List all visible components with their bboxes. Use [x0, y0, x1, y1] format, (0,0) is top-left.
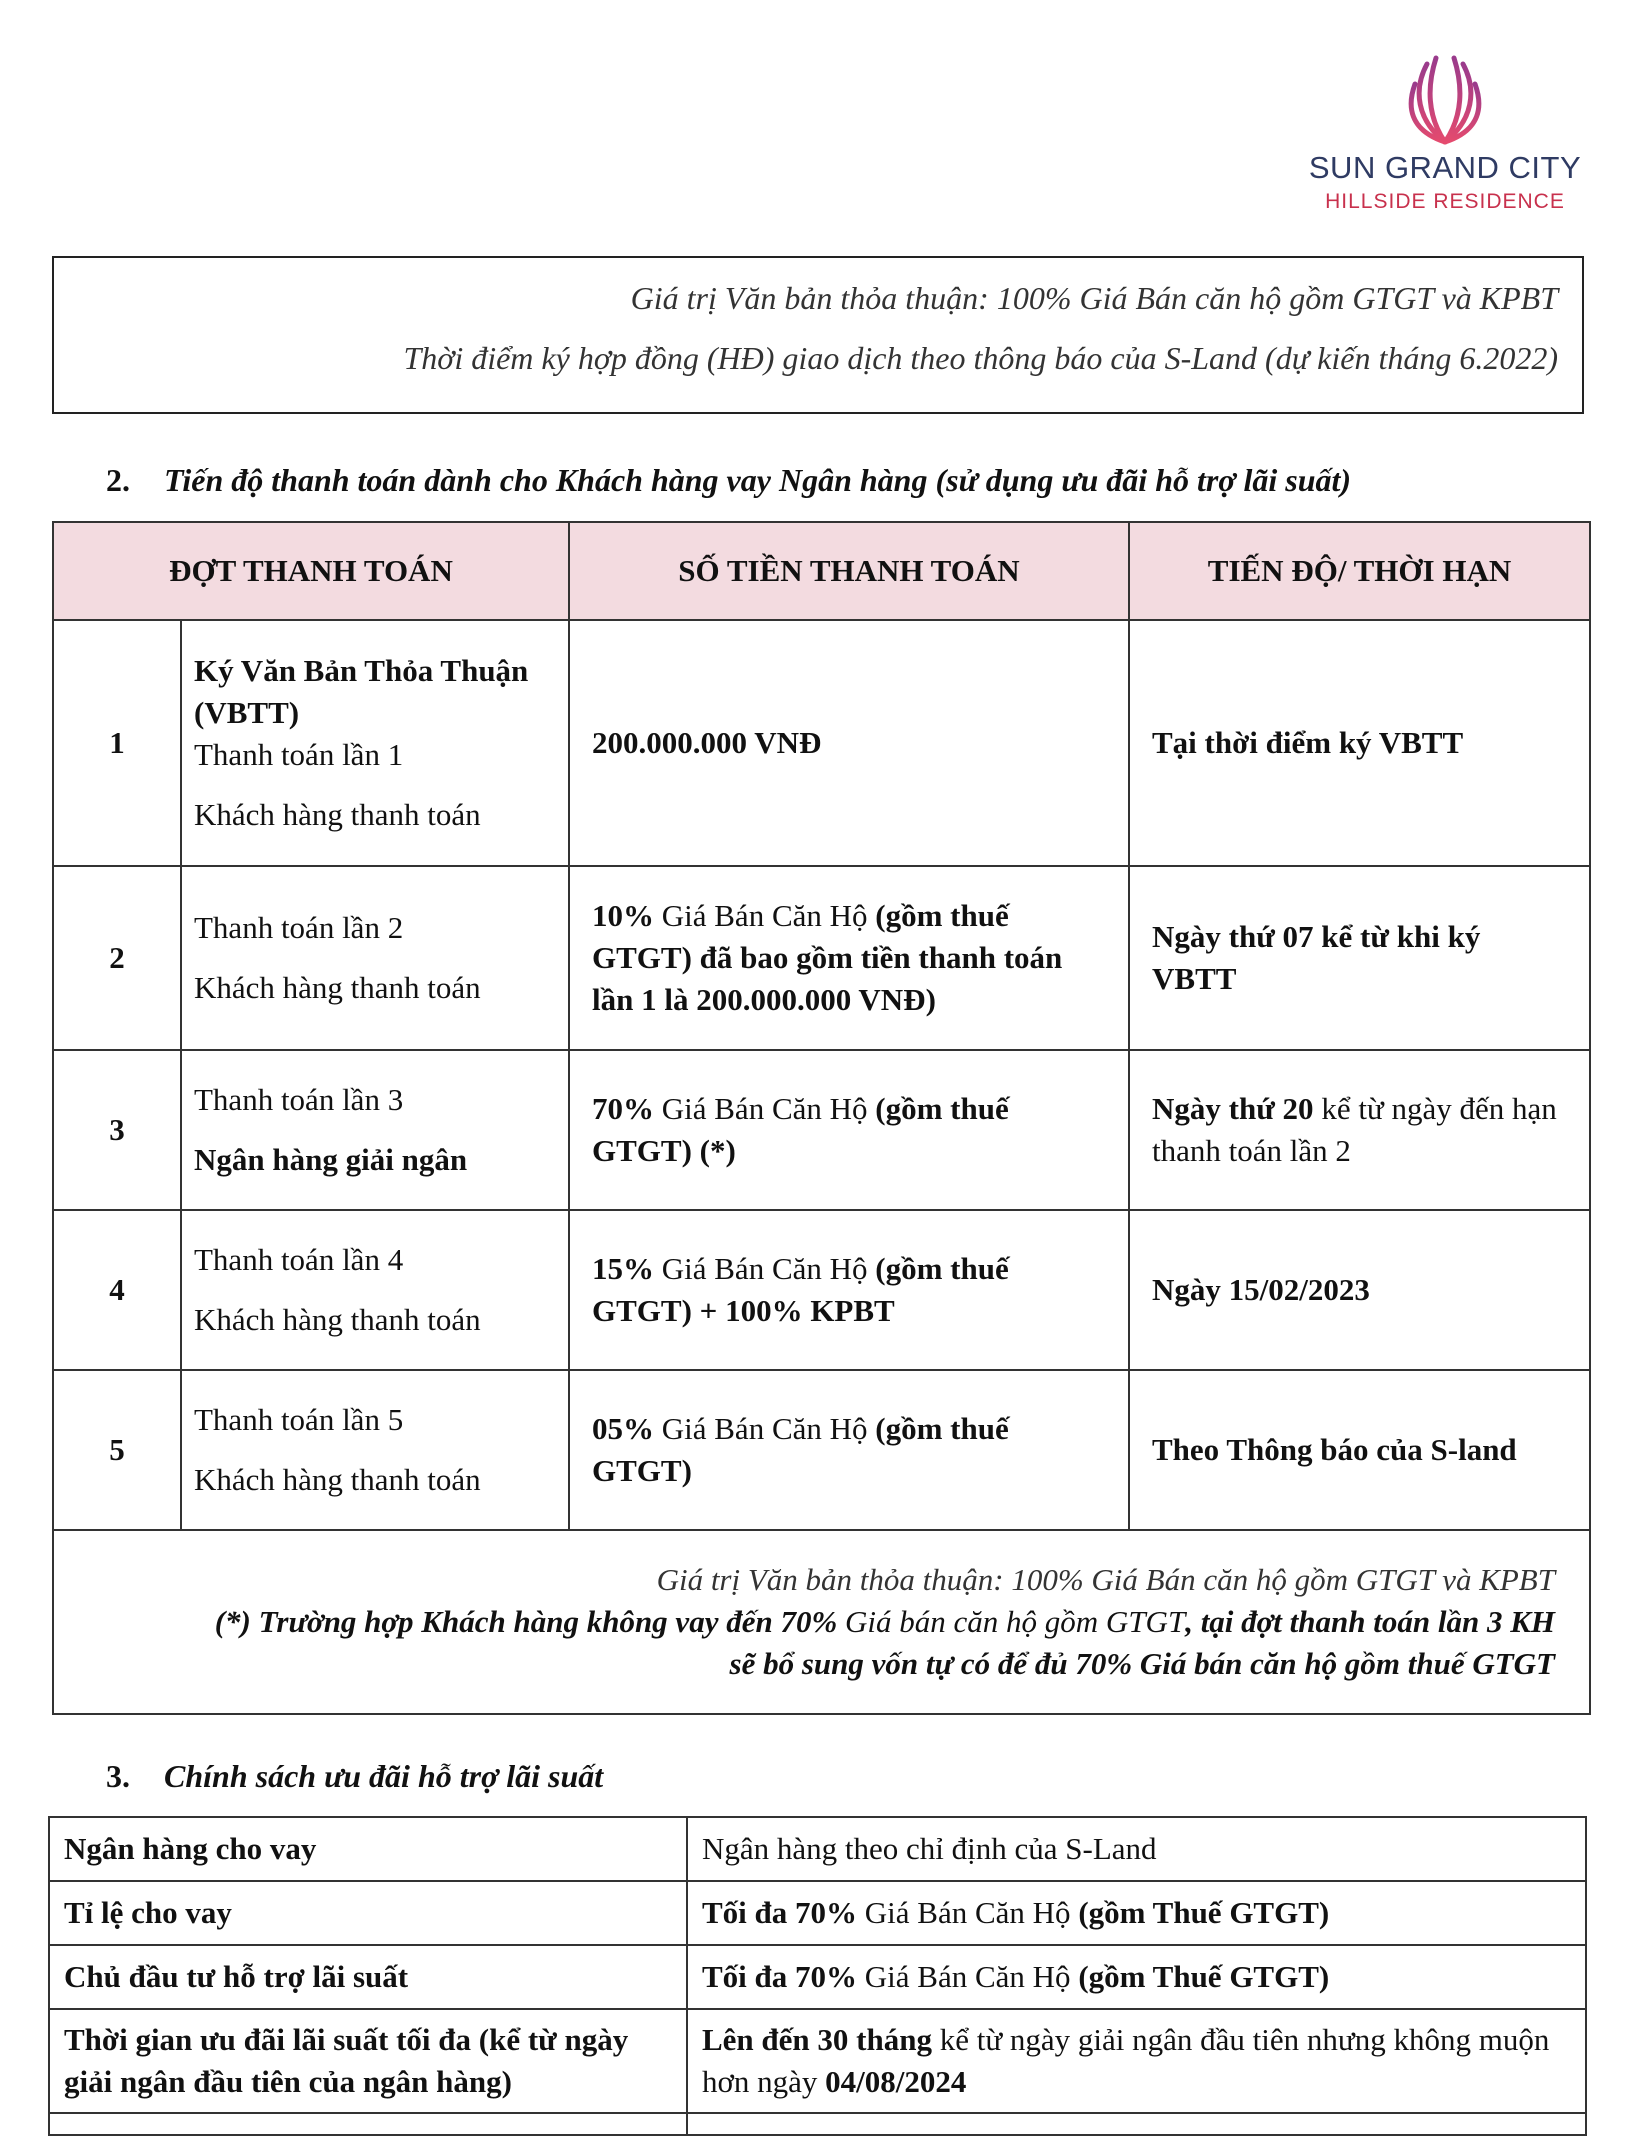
- stage-title: Ký Văn Bản Thỏa Thuận (VBTT): [194, 653, 529, 730]
- stage-line-2: Khách hàng thanh toán: [194, 1302, 481, 1337]
- row-amount: [569, 1050, 1129, 1210]
- loan-value-bold: Lên đến 30 tháng: [702, 2022, 932, 2057]
- table-row: [49, 1881, 1586, 1945]
- loan-key: Chủ đầu tư hỗ trợ lãi suất: [49, 1945, 687, 2009]
- loan-policy-table: [48, 1816, 1587, 2136]
- logo-subtitle: HILLSIDE RESIDENCE: [1325, 190, 1565, 213]
- loan-key: Ngân hàng cho vay: [49, 1817, 687, 1881]
- table-row: [49, 1945, 1586, 2009]
- header-deadline: TIẾN ĐỘ/ THỜI HẠN: [1129, 522, 1590, 620]
- loan-value-bold-2: (gồm Thuế GTGT): [1078, 1895, 1330, 1930]
- note-line-1: Giá trị Văn bản thỏa thuận: 100% Giá Bán căn hộ gồm GTGT và KPBT: [656, 1562, 1555, 1597]
- payment-table-header: [53, 522, 1590, 620]
- loan-value-text: Giá Bán Căn Hộ: [857, 1959, 1079, 1994]
- stage-line-2: Khách hàng thanh toán: [194, 1462, 481, 1497]
- row-deadline: Ngày thứ 07 kể từ khi ký VBTT: [1129, 866, 1590, 1050]
- table-row: [53, 1050, 1590, 1210]
- amount-percent: 10%: [592, 898, 654, 933]
- row-stage: [181, 1210, 569, 1370]
- stage-line-1: Thanh toán lần 1: [194, 737, 404, 772]
- row-number: 3: [53, 1050, 181, 1210]
- stage-line-1: Thanh toán lần 5: [194, 1402, 404, 1437]
- stage-line-2: Ngân hàng giải ngân: [194, 1142, 468, 1177]
- section-2-title: Tiến độ thanh toán dành cho Khách hàng vay Ngân hàng (sử dụng ưu đãi hỗ trợ lãi suất): [164, 462, 1352, 498]
- table-row: [53, 866, 1590, 1050]
- row-deadline: Ngày 15/02/2023: [1129, 1210, 1590, 1370]
- empty-cell: [49, 2113, 687, 2135]
- amount-percent: 05%: [592, 1411, 654, 1446]
- header-stage: ĐỢT THANH TOÁN: [53, 522, 569, 620]
- section-3-number: 3.: [106, 1758, 130, 1794]
- info-line-1: Giá trị Văn bản thỏa thuận: 100% Giá Bán căn hộ gồm GTGT và KPBT: [630, 280, 1558, 316]
- row-amount: [569, 1210, 1129, 1370]
- stage-line-2: Khách hàng thanh toán: [194, 970, 481, 1005]
- loan-value-bold: Tối đa 70%: [702, 1959, 858, 1994]
- row-stage: [181, 1050, 569, 1210]
- deadline-text: kể từ ngày đến hạn thanh toán lần 2: [1152, 1091, 1557, 1168]
- row-stage: [181, 866, 569, 1050]
- stage-line-1: Thanh toán lần 4: [194, 1242, 404, 1277]
- section-3-heading: [106, 1758, 603, 1795]
- section-2-heading: [106, 462, 1351, 499]
- info-line-2: Thời điểm ký hợp đồng (HĐ) giao dịch theo thông báo của S-Land (dự kiến tháng 6.2022): [403, 340, 1558, 376]
- logo: [1300, 50, 1590, 212]
- row-amount: [569, 866, 1129, 1050]
- table-row: [53, 1370, 1590, 1530]
- loan-value: [687, 2009, 1586, 2113]
- loan-value-bold-2: (gồm Thuế GTGT): [1078, 1959, 1330, 1994]
- note-line-2-b: Giá bán căn hộ gồm GTGT: [845, 1604, 1186, 1639]
- header-amount: SỐ TIỀN THANH TOÁN: [569, 522, 1129, 620]
- loan-key: Thời gian ưu đãi lãi suất tối đa (kể từ ngày giải ngân đầu tiên của ngân hàng): [49, 2009, 687, 2113]
- loan-value-text: Giá Bán Căn Hộ: [857, 1895, 1079, 1930]
- row-number: 5: [53, 1370, 181, 1530]
- loan-value-bold-2: 04/08/2024: [825, 2064, 967, 2099]
- payment-schedule-table: [52, 521, 1591, 1715]
- row-deadline: Tại thời điểm ký VBTT: [1129, 620, 1590, 866]
- amount-text: Giá Bán Căn Hộ: [654, 1251, 876, 1286]
- amount-text: Giá Bán Căn Hộ: [654, 898, 876, 933]
- section-3-title: Chính sách ưu đãi hỗ trợ lãi suất: [164, 1758, 604, 1794]
- stage-line-1: Thanh toán lần 2: [194, 910, 404, 945]
- row-amount: [569, 1370, 1129, 1530]
- note-line-3: sẽ bổ sung vốn tự có để đủ 70% Giá bán căn hộ gồm thuế GTGT: [729, 1646, 1555, 1681]
- table-note: [53, 1530, 1590, 1714]
- table-row: [49, 1817, 1586, 1881]
- section-2-number: 2.: [106, 462, 130, 498]
- table-row: [53, 620, 1590, 866]
- row-stage: [181, 1370, 569, 1530]
- row-number: 1: [53, 620, 181, 866]
- stage-line-2: Khách hàng thanh toán: [194, 797, 481, 832]
- row-stage: [181, 620, 569, 866]
- row-deadline: [1129, 1050, 1590, 1210]
- loan-value-bold: Tối đa 70%: [702, 1895, 858, 1930]
- table-row: [49, 2009, 1586, 2113]
- amount-text: Giá Bán Căn Hộ: [654, 1091, 876, 1126]
- amount-percent: 15%: [592, 1251, 654, 1286]
- row-number: 2: [53, 866, 181, 1050]
- row-amount: 200.000.000 VNĐ: [569, 620, 1129, 866]
- empty-cell: [687, 2113, 1586, 2135]
- loan-value: [687, 1945, 1586, 2009]
- table-row: [53, 1210, 1590, 1370]
- logo-brand: SUN GRAND CITY: [1308, 150, 1582, 185]
- shell-logo-icon: [1405, 50, 1485, 146]
- table-row-cut-off: [49, 2113, 1586, 2135]
- amount-detail: (gồm thuế GTGT) + 100% KPBT: [592, 1251, 1009, 1328]
- note-line-2-a: (*) Trường hợp Khách hàng không vay đến 70%: [214, 1604, 846, 1639]
- loan-value: Ngân hàng theo chỉ định của S-Land: [687, 1817, 1586, 1881]
- amount-percent: 70%: [592, 1091, 654, 1126]
- table-note-row: [53, 1530, 1590, 1714]
- amount-detail: (gồm thuế GTGT) (*): [592, 1091, 1009, 1168]
- row-deadline: Theo Thông báo của S-land: [1129, 1370, 1590, 1530]
- deadline-bold: Ngày thứ 20: [1152, 1091, 1314, 1126]
- stage-line-1: Thanh toán lần 3: [194, 1082, 404, 1117]
- note-line-2-c: , tại đợt thanh toán lần 3 KH: [1185, 1604, 1555, 1639]
- loan-value: [687, 1881, 1586, 1945]
- amount-detail: (gồm thuế GTGT): [592, 1411, 1009, 1488]
- amount-detail: (gồm thuế GTGT) đã bao gồm tiền thanh toán lần 1 là 200.000.000 VNĐ): [592, 898, 1063, 1017]
- note-line-2: [76, 1601, 1555, 1643]
- row-number: 4: [53, 1210, 181, 1370]
- loan-key: Tỉ lệ cho vay: [49, 1881, 687, 1945]
- amount-text: Giá Bán Căn Hộ: [654, 1411, 876, 1446]
- info-box: [52, 256, 1584, 414]
- loan-value-text: kể từ ngày giải ngân đầu tiên nhưng không muộn hơn ngày: [702, 2022, 1550, 2099]
